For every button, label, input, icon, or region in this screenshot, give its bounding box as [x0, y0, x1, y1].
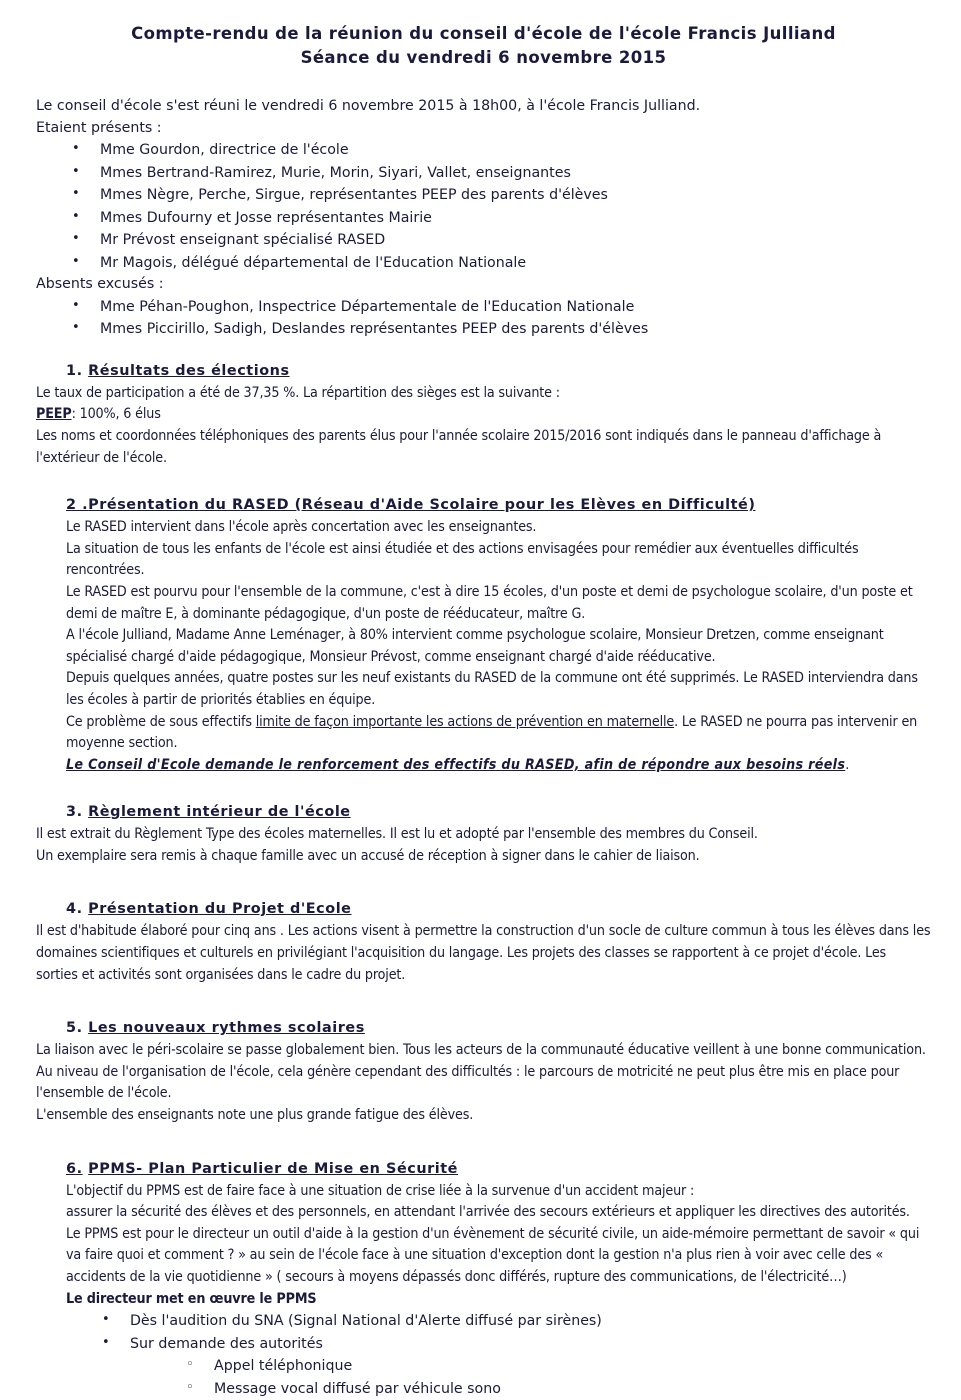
- section-2-paragraph-2: La situation de tous les enfants de l'école est ainsi étudiée et des actions envisagées pour remédier aux éventuelles difficultés rencontrées.: [66, 540, 859, 579]
- absent-label: Absents excusés :: [36, 276, 164, 293]
- section-1-title: Résultats des élections: [88, 362, 290, 379]
- section-2: [36, 493, 931, 776]
- section-5-heading: [36, 1016, 931, 1040]
- absent-list: [36, 296, 931, 341]
- section-2-paragraph-4: A l'école Julliand, Madame Anne Leménager, à 80% intervient comme psychologue scolaire, Monsieur Dretzen, comme enseignant spécialisé chargé d'aide pédagogique, Monsieur Prévost, comme enseignant chargé d'aide rééducative.: [66, 627, 884, 665]
- list-item: • Mr Prévost enseignant spécialisé RASED: [36, 229, 931, 252]
- peep-value: : 100%, 6 élus: [71, 406, 161, 423]
- section-4-heading: [36, 897, 931, 921]
- section-2-paragraph-5: Depuis quelques années, quatre postes sur les neuf existants du RASED de la commune ont été supprimés. Le RASED interviendra dans les écoles à partir de priorités établies en équipe.: [66, 670, 918, 708]
- section-6-paragraph-1: L'objectif du PPMS est de faire face à une situation de crise liée à la survenue d'un accident majeur :: [66, 1182, 695, 1199]
- present-label: Etaient présents :: [36, 119, 162, 136]
- section-5-paragraph-2: L'ensemble des enseignants note une plus grande fatigue des élèves.: [36, 1107, 474, 1124]
- section-5-paragraph-1: La liaison avec le péri-scolaire se passe globalement bien. Tous les acteurs de la communauté éducative veillent à une bonne communication. Au niveau de l'organisation de l'école, cela génère cependant des difficultés : le parcours de motricité ne peut plus être mis en place pour l'ensemble de l'école.: [36, 1042, 926, 1102]
- section-3-paragraph-2: Un exemplaire sera remis à chaque famille avec un accusé de réception à signer dans le cahier de liaison.: [36, 847, 700, 864]
- section-6-bullet-list: [66, 1310, 931, 1355]
- section-2-paragraph-6: [66, 712, 931, 755]
- section-6-paragraph-2: assurer la sécurité des élèves et des personnels, en attendant l'arrivée des secours extérieurs et appliquer les directives des autorités.: [66, 1204, 910, 1221]
- section-2-heading: [36, 493, 931, 517]
- section-6-heading: [36, 1157, 931, 1181]
- title-line-2: Séance du vendredi 6 novembre 2015: [300, 48, 667, 67]
- section-2-resolution: [66, 755, 931, 777]
- section-5-number: 5.: [66, 1020, 83, 1037]
- section-6-body: [36, 1181, 931, 1400]
- list-item: • Sur demande des autorités: [66, 1333, 931, 1356]
- section-2-resolution-end: .: [845, 756, 850, 773]
- section-6-title: PPMS- Plan Particulier de Mise en Sécurité: [88, 1160, 458, 1177]
- list-item: • Dès l'audition du SNA (Signal National d'Alerte diffusé par sirènes): [66, 1310, 931, 1333]
- section-2-number: 2 .: [66, 497, 89, 514]
- section-6-subbullet-list: [66, 1355, 931, 1400]
- section-1-heading: [36, 359, 931, 383]
- list-item: ◦ Message vocal diffusé par véhicule sono: [66, 1378, 931, 1400]
- list-item: ◦ Appel téléphonique: [66, 1355, 931, 1378]
- section-2-p6-part-2: . Le RASED ne pourra pas intervenir en moyenne section.: [66, 713, 918, 752]
- section-4-title: Présentation du Projet d'Ecole: [88, 901, 352, 918]
- section-6-bold-line: Le directeur met en œuvre le PPMS: [66, 1290, 317, 1307]
- section-1: [36, 359, 931, 469]
- section-4: [36, 897, 931, 986]
- present-list: [36, 139, 931, 274]
- section-2-title: Présentation du RASED (Réseau d'Aide Scolaire pour les Elèves en Difficulté): [88, 497, 756, 514]
- section-2-p6-underlined: limite de façon importante les actions de prévention en maternelle: [255, 713, 675, 730]
- list-item: • Mmes Nègre, Perche, Sirgue, représentantes PEEP des parents d'élèves: [36, 184, 931, 207]
- section-1-paragraph-1: Le taux de participation a été de 37,35 %. La répartition des sièges est la suivante :: [36, 384, 560, 401]
- section-1-number: 1.: [66, 362, 83, 379]
- section-3-number: 3.: [66, 804, 83, 821]
- section-3: [36, 800, 931, 867]
- section-2-resolution-text: Le Conseil d'Ecole demande le renforcement des effectifs du RASED, afin de répondre aux besoins réels: [66, 756, 846, 773]
- section-5: [36, 1016, 931, 1126]
- section-3-heading: [36, 800, 931, 824]
- section-2-p6-part-1: Ce problème de sous effectifs: [66, 713, 256, 730]
- section-2-paragraph-1: Le RASED intervient dans l'école après concertation avec les enseignantes.: [66, 519, 537, 536]
- section-4-number: 4.: [66, 901, 83, 918]
- list-item: • Mme Gourdon, directrice de l'école: [36, 139, 931, 162]
- intro-opening: Le conseil d'école s'est réuni le vendredi 6 novembre 2015 à 18h00, à l'école Francis Julliand.: [36, 98, 701, 114]
- section-2-paragraph-3: Le RASED est pourvu pour l'ensemble de la commune, c'est à dire 15 écoles, d'un poste et demi de psychologue scolaire, d'un poste et demi de maître E, à dominante pédagogique, d'un poste de rééducateur, maître G.: [66, 583, 913, 622]
- list-item: • Mme Péhan-Poughon, Inspectrice Départementale de l'Education Nationale: [36, 296, 931, 319]
- section-3-title: Règlement intérieur de l'école: [88, 804, 351, 821]
- section-2-body: [36, 517, 931, 776]
- list-item: • Mmes Piccirillo, Sadigh, Deslandes représentantes PEEP des parents d'élèves: [36, 318, 931, 341]
- peep-label: PEEP: [36, 406, 72, 423]
- section-1-peep-line: [36, 404, 931, 426]
- list-item: • Mmes Dufourny et Josse représentantes Mairie: [36, 207, 931, 230]
- section-6-paragraph-3: Le PPMS est pour le directeur un outil d'aide à la gestion d'un évènement de sécurité civile, un aide-mémoire permettant de savoir « qui va faire quoi et comment ? » au sein de l'école face à une situation d'exception dont la gestion n'a plus rien à voir avec celle des « accidents de la vie quotidienne » ( secours à moyens dépassés donc différés, rupture des communications, de l'électricité…): [66, 1225, 920, 1285]
- title-line-1: Compte-rendu de la réunion du conseil d'école de l'école Francis Julliand: [131, 24, 836, 43]
- section-5-title: Les nouveaux rythmes scolaires: [88, 1020, 365, 1037]
- list-item: • Mmes Bertrand-Ramirez, Murie, Morin, Siyari, Vallet, enseignantes: [36, 162, 931, 185]
- intro-section: [36, 96, 931, 341]
- section-3-paragraph-1: Il est extrait du Règlement Type des écoles maternelles. Il est lu et adopté par l'ensemble des membres du Conseil.: [36, 826, 758, 843]
- page-title: [36, 22, 931, 70]
- section-6: [36, 1157, 931, 1400]
- section-4-paragraph-1: Il est d'habitude élaboré pour cinq ans . Les actions visent à permettre la construction d'un socle de culture commun à tous les élèves dans les domaines scientifiques et culturels en privilégiant l'acquisition du langage. Les projets des classes se rapportent à ce projet d'école. Les sorties et activités sont organisées dans le cadre du projet.: [36, 923, 931, 983]
- section-6-number: 6.: [66, 1160, 83, 1177]
- section-1-paragraph-2: Les noms et coordonnées téléphoniques des parents élus pour l'année scolaire 2015/2016 sont indiqués dans le panneau d'affichage à l'extérieur de l'école.: [36, 427, 882, 466]
- list-item: • Mr Magois, délégué départemental de l'Education Nationale: [36, 252, 931, 275]
